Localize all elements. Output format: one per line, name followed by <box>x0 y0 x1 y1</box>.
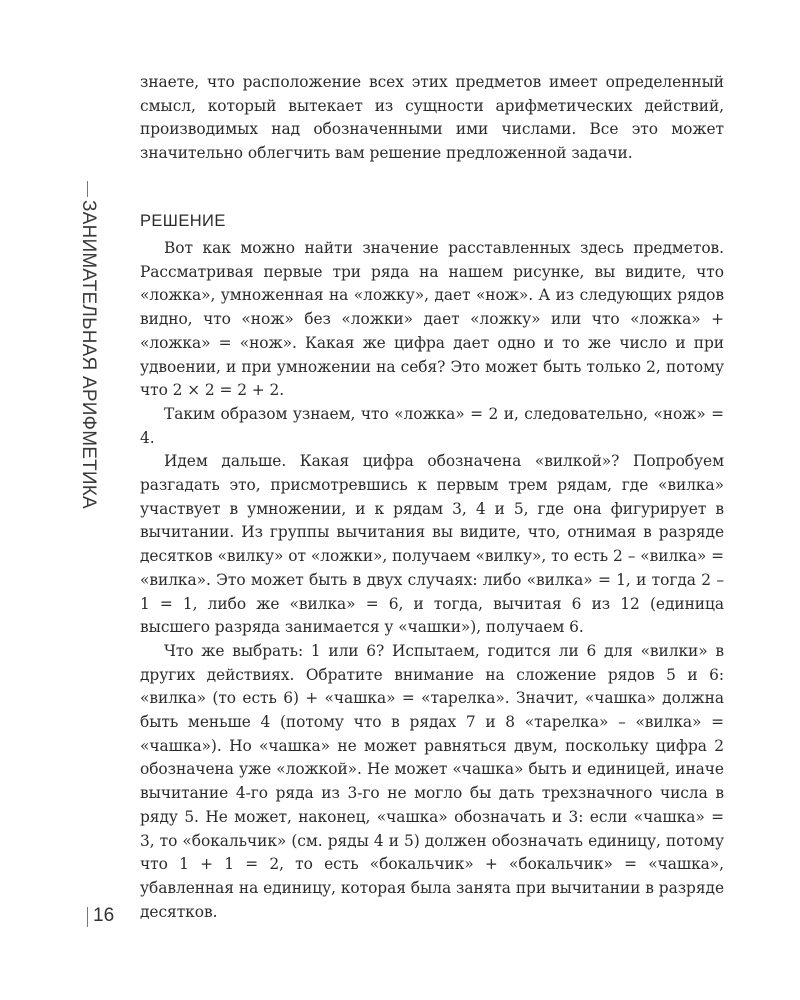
page-number-rule <box>87 907 88 927</box>
running-head: ЗАНИМАТЕЛЬНАЯ АРИФМЕТИКА <box>78 200 99 509</box>
intro-paragraph: знаете, что расположение всех этих предметов имеет определенный смысл, который вытекает из сущности арифметических действий, производимых над обозначенными ими числами. Все это может значительно облегчить вам решение предложенной задачи. <box>140 73 724 163</box>
paragraph: Идем дальше. Какая цифра обозначена «вилкой»? Попробуем разгадать это, присмотревшись к первым трем рядам, где «вилка» участвует в умножении, и к рядам 3, 4 и 5, где она фигурирует в вычитании. Из группы вычитания вы видите, что, отнимая в разряде десятков «вилку» от «ложки», получаем «вилку», то есть 2 – «вилка» = «вилка». Это может быть в двух случаях: либо «вилка» = 1, и тогда 2 – 1 = 1, либо же «вилка» = 6, и тогда, вычитая 6 из 12 (единица высшего разряда занимается у «чашки»), получаем 6. <box>140 452 724 637</box>
paragraph: Таким образом узнаем, что «ложка» = 2 и, следовательно, «нож» = 4. <box>140 404 724 447</box>
page-number: 16 <box>93 905 115 926</box>
paragraph: Что же выбрать: 1 или 6? Испытаем, годится ли 6 для «вилки» в других действиях. Обратите внимание на сложение рядов 5 и 6: «вилка» (то есть 6) + «чашка» = «тарелка». Значит, «чашка» должна быть меньше 4 (потому что в рядах 7 и 8 «тарелка» – «вилка» = «чашка»). Но «чашка» не может равняться двум, поскольку цифра 2 обозначена уже «ложкой». Не может «чашка» быть и единицей, иначе вычитание 4-го ряда из 3-го не могло бы дать трехзначного числа в ряду 5. Не может, наконец, «чашка» обозначать и 3: если «чашка» = 3, то «бокальчик» (см. ряды 4 и 5) должен обозначать единицу, потому что 1 + 1 = 2, то есть «бокальчик» + «бокальчик» = «чашка», убавленная на единицу, которая была занята при вычитании в разряде десятков. <box>140 641 724 921</box>
solution-text <box>140 237 724 924</box>
section-heading: РЕШЕНИЕ <box>140 212 226 230</box>
running-head-rule <box>87 181 88 197</box>
intro-text <box>140 71 724 166</box>
paragraph: Вот как можно найти значение расставленных здесь предметов. Рассматривая первые три ряда на нашем рисунке, вы видите, что «ложка», умноженная на «ложку», дает «нож». А из следующих рядов видно, что «нож» без «ложки» дает «ложку» или что «ложка» + «ложка» = «нож». Какая же цифра дает одно и то же число и при удвоении, и при умножении на себя? Это может быть только 2, потому что 2 × 2 = 2 + 2. <box>140 239 724 400</box>
